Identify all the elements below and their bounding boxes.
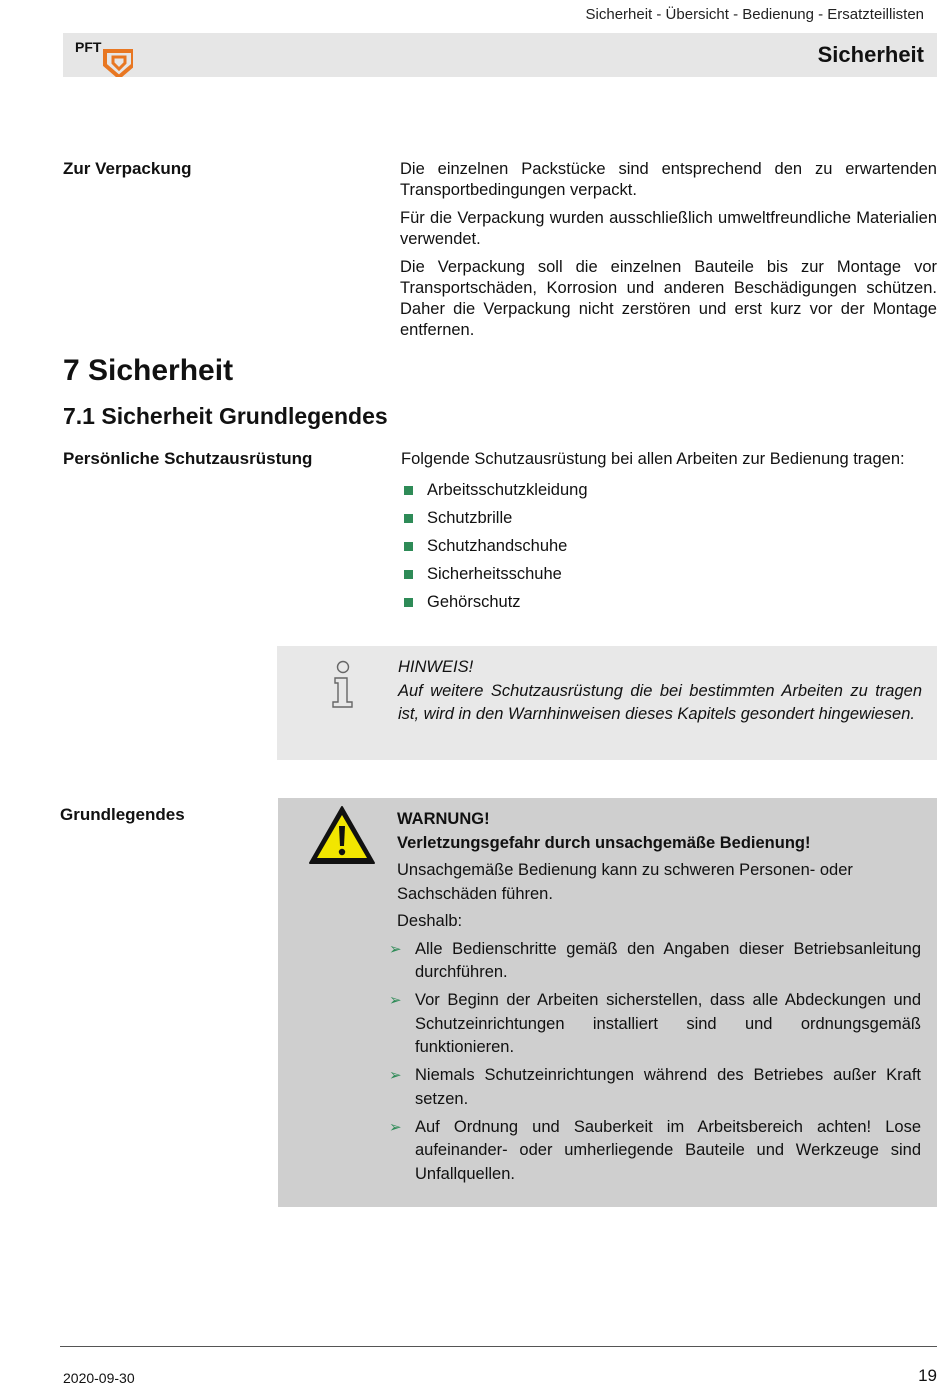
page-title: Sicherheit — [817, 42, 924, 67]
warning-therefore: Deshalb: — [397, 912, 463, 930]
basics-label: Grundlegendes — [60, 805, 185, 824]
header-bar — [63, 33, 937, 77]
note-text: Auf weitere Schutzausrüstung die bei bestimmten Arbeiten zu tragen ist, wird in den Warnhinweisen dieses Kapitels gesondert hingewiesen. — [398, 681, 922, 723]
arrow-bullet-icon: ➢ — [389, 1118, 402, 1136]
subsection-heading: 7.1 Sicherheit Grundlegendes — [63, 403, 388, 429]
note-content — [398, 656, 922, 727]
section-heading: 7 Sicherheit — [63, 354, 234, 387]
ppe-label: Persönliche Schutzausrüstung — [63, 449, 313, 468]
packaging-paragraph: Für die Verpackung wurden ausschließlich umweltfreundliche Materialien verwendet. — [400, 209, 937, 248]
warning-list — [389, 938, 921, 1187]
page-number: 19 — [918, 1366, 937, 1385]
list-item: Gehörschutz — [401, 588, 921, 616]
info-icon — [327, 660, 359, 710]
packaging-paragraph: Die einzelnen Packstücke sind entsprechend den zu erwartenden Transportbedingungen verpackt. — [400, 160, 937, 199]
bullet-square-icon — [404, 486, 413, 495]
warning-box — [278, 798, 937, 1207]
breadcrumb: Sicherheit - Übersicht - Bedienung - Ersatzteillisten — [585, 6, 924, 23]
list-item: ➢ Vor Beginn der Arbeiten sicherstellen, dass alle Abdeckungen und Schutzeinrichtungen installiert sind und ordnungsgemäß funktionieren. — [389, 991, 921, 1056]
ppe-section — [401, 449, 921, 616]
logo-text: PFT — [75, 39, 102, 55]
ppe-list — [401, 476, 921, 616]
ppe-intro: Folgende Schutzausrüstung bei allen Arbeiten zur Bedienung tragen: — [401, 450, 905, 468]
footer-date: 2020-09-30 — [63, 1370, 135, 1386]
warning-title: WARNUNG! — [397, 810, 490, 828]
pft-logo — [73, 37, 133, 77]
packaging-paragraph: Die Verpackung soll die einzelnen Bauteile bis zur Montage vor Transportschäden, Korrosion und anderen Beschädigungen schützen. Daher die Verpackung nicht zerstören und erst kurz vor der Montage entfernen. — [400, 258, 937, 339]
footer-divider — [60, 1346, 937, 1347]
warning-text: Unsachgemäße Bedienung kann zu schweren Personen- oder Sachschäden führen. — [397, 861, 853, 903]
list-item: Arbeitsschutzkleidung — [401, 476, 921, 504]
packaging-text — [400, 159, 937, 348]
arrow-bullet-icon: ➢ — [389, 1067, 402, 1084]
warning-subtitle: Verletzungsgefahr durch unsachgemäße Bedienung! — [397, 833, 811, 852]
list-item: ➢ Niemals Schutzeinrichtungen während des Betriebes außer Kraft setzen. — [389, 1066, 921, 1108]
list-item: Schutzbrille — [401, 504, 921, 532]
list-item: Schutzhandschuhe — [401, 532, 921, 560]
bullet-square-icon — [404, 514, 413, 523]
warning-triangle-icon — [308, 804, 376, 866]
arrow-bullet-icon: ➢ — [389, 992, 402, 1009]
list-item: ➢ Auf Ordnung und Sauberkeit im Arbeitsbereich achten! Lose aufeinander- oder umherliegende Bauteile und Werkzeuge sind Unfallquellen. — [389, 1117, 921, 1183]
packaging-label: Zur Verpackung — [63, 159, 192, 178]
bullet-square-icon — [404, 570, 413, 579]
list-item: Sicherheitsschuhe — [401, 560, 921, 588]
warning-content — [389, 808, 921, 1191]
bullet-square-icon — [404, 542, 413, 551]
bullet-square-icon — [404, 598, 413, 607]
arrow-bullet-icon: ➢ — [389, 940, 402, 958]
note-box — [277, 646, 937, 760]
note-title: HINWEIS! — [398, 658, 474, 676]
list-item: ➢ Alle Bedienschritte gemäß den Angaben dieser Betriebsanleitung durchführen. — [389, 939, 921, 981]
